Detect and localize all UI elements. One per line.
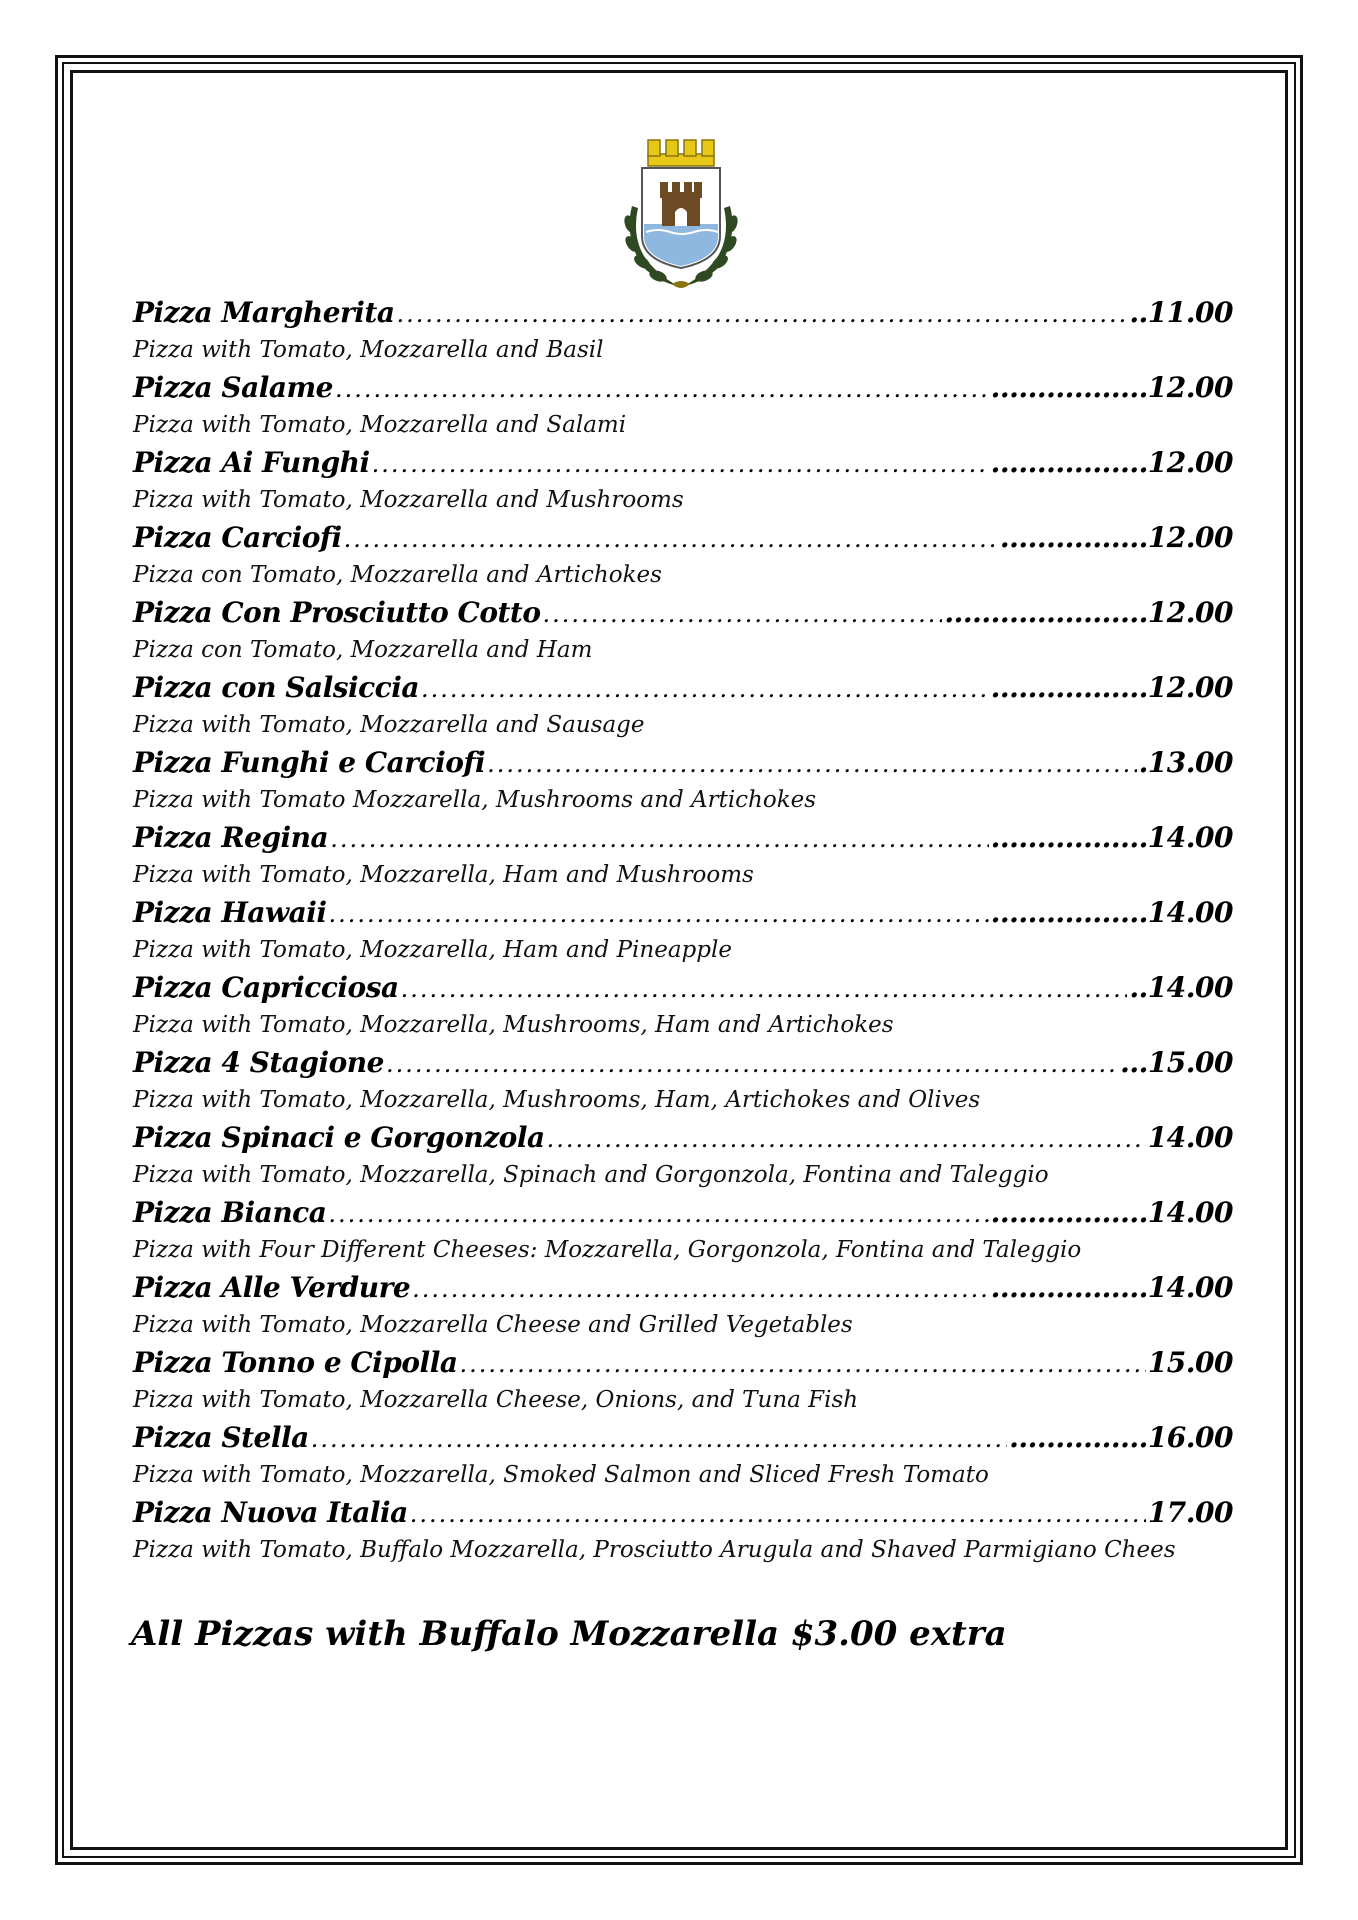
- menu-item-description: Pizza with Tomato, Mozzarella and Sausage: [133, 712, 645, 738]
- menu-item-name: Pizza Alle Verdure: [133, 1271, 411, 1304]
- menu-item: [133, 1046, 1233, 1121]
- menu-item-name: Pizza Bianca: [133, 1196, 327, 1229]
- menu-item-price: ...............16.00: [1009, 1421, 1233, 1454]
- menu-item-description: Pizza con Tomato, Mozzarella and Artichokes: [133, 562, 662, 588]
- menu-item-description: Pizza with Tomato, Mozzarella and Basil: [133, 337, 604, 363]
- dot-leader: [397, 300, 1128, 328]
- dot-leader: [401, 975, 1128, 1003]
- menu-item: [133, 746, 1233, 821]
- menu-item-name: Pizza Hawaii: [133, 896, 327, 929]
- menu-item-name: Pizza 4 Stagione: [133, 1046, 384, 1079]
- menu-item-price: .................12.00: [990, 671, 1233, 704]
- menu-item-description: Pizza with Tomato, Mozzarella, Ham and Mushrooms: [133, 862, 754, 888]
- dot-leader: [459, 1350, 1145, 1378]
- menu-item: [133, 446, 1233, 521]
- menu-item-name: Pizza Funghi e Carciofi: [133, 746, 486, 779]
- menu-item-name: Pizza Spinaci e Gorgonzola: [133, 1121, 545, 1154]
- menu-item-description: Pizza with Tomato, Buffalo Mozzarella, Prosciutto Arugula and Shaved Parmigiano Chees: [133, 1537, 1176, 1563]
- menu-item-name: Pizza Regina: [133, 821, 329, 854]
- menu-item-description: Pizza with Tomato, Mozzarella, Spinach and Gorgonzola, Fontina and Taleggio: [133, 1162, 1049, 1188]
- menu-item-price: .................12.00: [990, 371, 1233, 404]
- menu-item: [133, 1346, 1233, 1421]
- menu-item-price: ...15.00: [1120, 1046, 1233, 1079]
- menu-item-price: ..14.00: [1129, 971, 1233, 1004]
- menu-item-description: Pizza with Tomato, Mozzarella, Ham and Pineapple: [133, 937, 732, 963]
- menu-item-price: 15.00: [1147, 1346, 1233, 1379]
- menu-item: [133, 1496, 1233, 1571]
- menu-item-name: Pizza Margherita: [133, 296, 395, 329]
- menu-item-name: Pizza Ai Funghi: [133, 446, 370, 479]
- dot-leader: [543, 600, 943, 628]
- menu-item-name: Pizza Capricciosa: [133, 971, 399, 1004]
- menu-item-name: Pizza con Salsiccia: [133, 671, 419, 704]
- menu-item-price: .................14.00: [990, 896, 1233, 929]
- menu-item-name: Pizza Stella: [133, 1421, 309, 1454]
- menu-item-description: Pizza with Tomato, Mozzarella Cheese and Grilled Vegetables: [133, 1312, 853, 1338]
- menu-item: [133, 296, 1233, 371]
- dot-leader: [328, 1200, 988, 1228]
- menu-item-name: Pizza Nuova Italia: [133, 1496, 408, 1529]
- menu-item: [133, 821, 1233, 896]
- menu-item: [133, 896, 1233, 971]
- dot-leader: [412, 1275, 988, 1303]
- menu-item-description: Pizza with Tomato, Mozzarella, Smoked Salmon and Sliced Fresh Tomato: [133, 1462, 989, 1488]
- menu-item-price: ................12.00: [999, 521, 1233, 554]
- dot-leader: [329, 900, 989, 928]
- menu-item-price: .13.00: [1138, 746, 1233, 779]
- dot-leader: [330, 825, 988, 853]
- dot-leader: [372, 450, 989, 478]
- dot-leader: [386, 1050, 1118, 1078]
- dot-leader: [410, 1500, 1146, 1528]
- menu-item-description: Pizza with Tomato, Mozzarella and Salami: [133, 412, 627, 438]
- dot-leader: [344, 525, 998, 553]
- menu-item: [133, 1421, 1233, 1496]
- dot-leader: [547, 1125, 1146, 1153]
- menu-item-description: Pizza con Tomato, Mozzarella and Ham: [133, 637, 593, 663]
- menu-item-name: Pizza Con Prosciutto Cotto: [133, 596, 541, 629]
- menu-item-price: .................14.00: [990, 1271, 1233, 1304]
- menu-item-price: .................14.00: [990, 821, 1233, 854]
- menu-item-description: Pizza with Tomato, Mozzarella Cheese, Onions, and Tuna Fish: [133, 1387, 859, 1413]
- menu-item: [133, 971, 1233, 1046]
- menu-item: [133, 371, 1233, 446]
- menu-item-name: Pizza Carciofi: [133, 521, 342, 554]
- dot-leader: [421, 675, 989, 703]
- menu-item-price: ......................12.00: [944, 596, 1233, 629]
- menu-item: [133, 521, 1233, 596]
- menu-item-description: Pizza with Tomato, Mozzarella, Mushrooms, Ham, Artichokes and Olives: [133, 1087, 981, 1113]
- menu-item: [133, 596, 1233, 671]
- menu-item-price: .................14.00: [990, 1196, 1233, 1229]
- dot-leader: [487, 750, 1136, 778]
- menu-item: [133, 1121, 1233, 1196]
- menu-item: [133, 1196, 1233, 1271]
- menu-item: [133, 1271, 1233, 1346]
- menu-item-price: ..11.00: [1129, 296, 1233, 329]
- crown-icon: [648, 140, 714, 166]
- menu-item-price: 17.00: [1147, 1496, 1233, 1529]
- menu-item-price: .................12.00: [990, 446, 1233, 479]
- menu-item-description: Pizza with Tomato Mozzarella, Mushrooms and Artichokes: [133, 787, 817, 813]
- menu-item-name: Pizza Salame: [133, 371, 333, 404]
- dot-leader: [335, 375, 989, 403]
- menu-item: [133, 671, 1233, 746]
- menu-item-description: Pizza with Tomato, Mozzarella and Mushrooms: [133, 487, 684, 513]
- town-crest-icon: [618, 136, 744, 294]
- menu-item-price: 14.00: [1147, 1121, 1233, 1154]
- dot-leader: [311, 1425, 1007, 1453]
- pizza-menu-list: [133, 296, 1233, 1571]
- menu-item-name: Pizza Tonno e Cipolla: [133, 1346, 458, 1379]
- menu-item-description: Pizza with Tomato, Mozzarella, Mushrooms, Ham and Artichokes: [133, 1012, 894, 1038]
- menu-item-description: Pizza with Four Different Cheeses: Mozzarella, Gorgonzola, Fontina and Taleggio: [133, 1237, 1082, 1263]
- buffalo-mozzarella-note: All Pizzas with Buffalo Mozzarella $3.00 extra: [131, 1614, 1007, 1654]
